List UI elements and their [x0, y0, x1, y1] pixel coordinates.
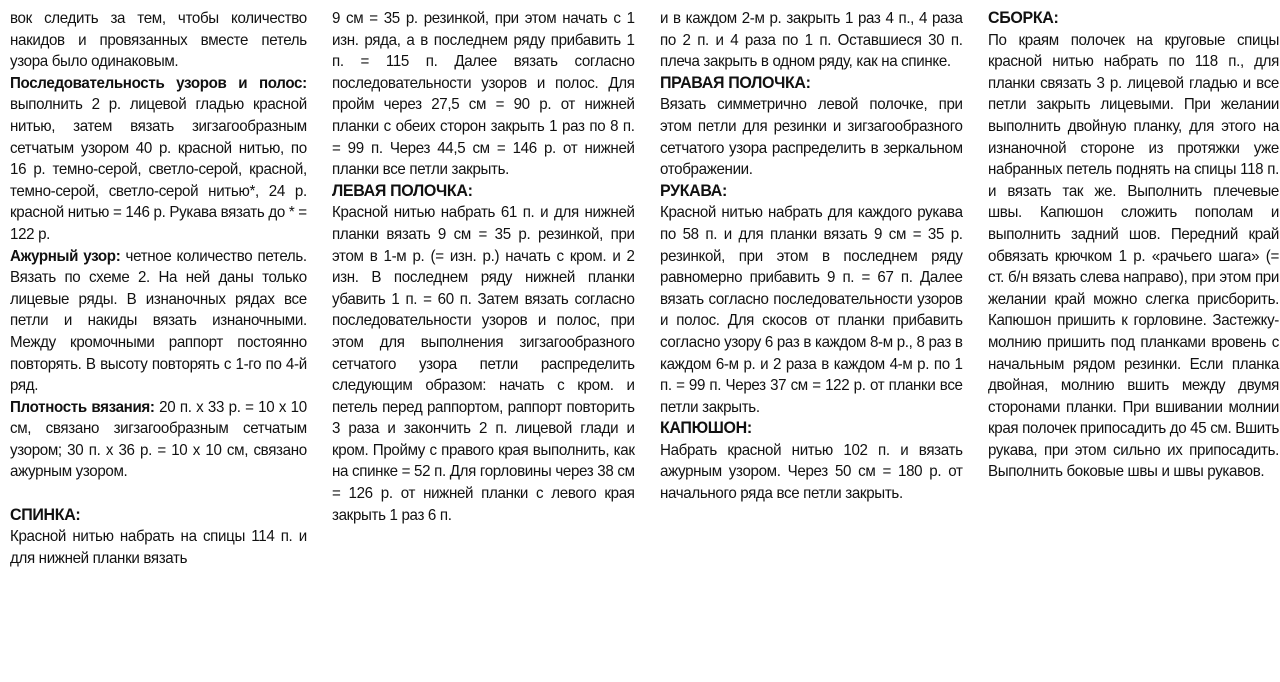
sequence-text: выполнить 2 р. лицевой гладью красной нитью, затем вязать зигзагообразным сетчатым узором 40 р. красной нитью, по 16 р. темно-серой, светло-серой, красной, темно-серой, светло-серой нитью*, 24 р. красной нитью = 146 р. Рукава вязать до * = 122 р.: [10, 96, 307, 243]
gauge-paragraph: [10, 397, 307, 483]
left-front-text-continued: и в каждом 2-м р. закрыть 1 раз 4 п., 4 раза по 2 п. и 4 раза по 1 п. Оставшиеся 30 п. плеча закрыть в одном ряду, как на спинке.: [660, 10, 963, 71]
left-front-text: Красной нитью набрать 61 п. и для нижней планки вязать 9 см = 35 р. резинкой, при этом в 1-м р. (= изн. р.) начать с кром. и 2 изн. В последнем ряду нижней планки убавить 1 п. = 60 п. Затем вязать согласно последовательности узоров и полос, при этом для выполнения зигзагообразного сетчатого узора петли распределить следующим образом: начать с кром. и петель перед раппортом, раппорт повторить 3 раза и закончить 2 п. лицевой глади и кром. Пройму с правого края выполнить, как на спинке = 52 п. Для горловины через 38 см = 126 р. от нижней планки с левого края закрыть 1 раз 6 п.: [332, 204, 635, 524]
column-1: [10, 8, 307, 682]
column-4: [988, 8, 1279, 682]
right-front-text: Вязать симметрично левой полочке, при этом петли для резинки и зигзагообразного сетчатого узора распределить в зеркальном отображении.: [660, 96, 963, 179]
column-3: [660, 8, 963, 682]
openwork-text: четное количество петель. Вязать по схеме 2. На ней даны только лицевые ряды. В изнаночных рядах все петли и накиды вязать изнаночными. Между кромочными раппорт постоянно повторять. В высоту повторять с 1-го по 4-й ряд.: [10, 247, 307, 395]
column-2: [332, 8, 635, 682]
hood-heading: КАПЮШОН:: [660, 419, 752, 438]
assembly-heading: СБОРКА:: [988, 9, 1059, 27]
sleeves-heading: РУКАВА:: [660, 181, 728, 200]
sequence-heading: Последовательность узоров и полос:: [10, 74, 307, 92]
paragraph-gap: [10, 483, 307, 505]
back-text-start: Красной нитью набрать на спицы 114 п. и для нижней планки вязать: [10, 528, 307, 567]
left-front-heading: ЛЕВАЯ ПОЛОЧКА:: [332, 181, 473, 200]
back-heading: СПИНКА:: [10, 505, 81, 524]
back-text-continued: 9 см = 35 р. резинкой, при этом начать с 1 изн. ряда, а в последнем ряду прибавить 1 п. = 115 п. Далее вязать согласно последовательности узоров и полос. Для пройм через 27,5 см = 90 р. от нижней планки с обеих сторон закрыть 1 раз по 8 п. = 99 п. Через 44,5 см = 146 р. от нижней планки все петли закрыть.: [332, 10, 635, 179]
assembly-text: По краям полочек на круговые спицы красной нитью набрать по 118 п., для планки связать 3 р. лицевой гладью и все петли закрыть лицевыми. При желании выполнить двойную планку, для этого на изнаночной стороне из протяжки уже набранных петель поднять на спицы 118 п. и вязать так же. Выполнить плечевые швы. Капюшон сложить пополам и выполнить задний шов. Передний край обвязать крючком 1 р. «рачьего шага» (= ст. б/н вязать слева направо), при этом при желании край можно слегка присборить. Капюшон пришить к горловине. Застежку-молнию пришить под планками вровень с начальным рядом резинки. Если планка двойная, молнию вшить между двумя сторонами планки. При вшивании молнии края полочек припосадить до 45 см. Вшить рукава, при этом сильно их припосадить. Выполнить боковые швы и швы рукавов.: [988, 31, 1279, 481]
openwork-heading: Ажурный узор:: [10, 247, 121, 265]
openwork-paragraph: [10, 246, 307, 397]
sequence-paragraph: [10, 73, 307, 246]
right-front-heading: ПРАВАЯ ПОЛОЧКА:: [660, 73, 811, 92]
gauge-heading: Плотность вязания:: [10, 398, 155, 416]
hood-text: Набрать красной нитью 102 п. и вязать ажурным узором. Через 50 см = 180 р. от начального ряда все петли закрыть.: [660, 441, 963, 503]
sleeves-text: Красной нитью набрать для каждого рукава по 58 п. и для планки вязать 9 см = 35 р. резинкой, при этом в последнем ряду равномерно прибавить 9 п. = 67 п. Далее вязать согласно последовательности узоров и полос. Для скосов от планки прибавить согласно узору 6 раз в каждом 8-м р., 8 раз в каждом 6-м р. и 2 раза в каждом 4-м р. по 1 п. = 99 п. Через 37 см = 122 р. от планки все петли закрыть.: [660, 204, 963, 416]
gauge-text: 20 п. х 33 р. = 10 х 10 см, связано зигзагообразным сетчатым узором; 30 п. х 36 р. = 10 х 10 см, связано ажурным узором.: [10, 398, 307, 481]
pattern-note: вок следить за тем, чтобы количество накидов и провязанных вместе петель узора было одинаковым.: [10, 10, 307, 71]
